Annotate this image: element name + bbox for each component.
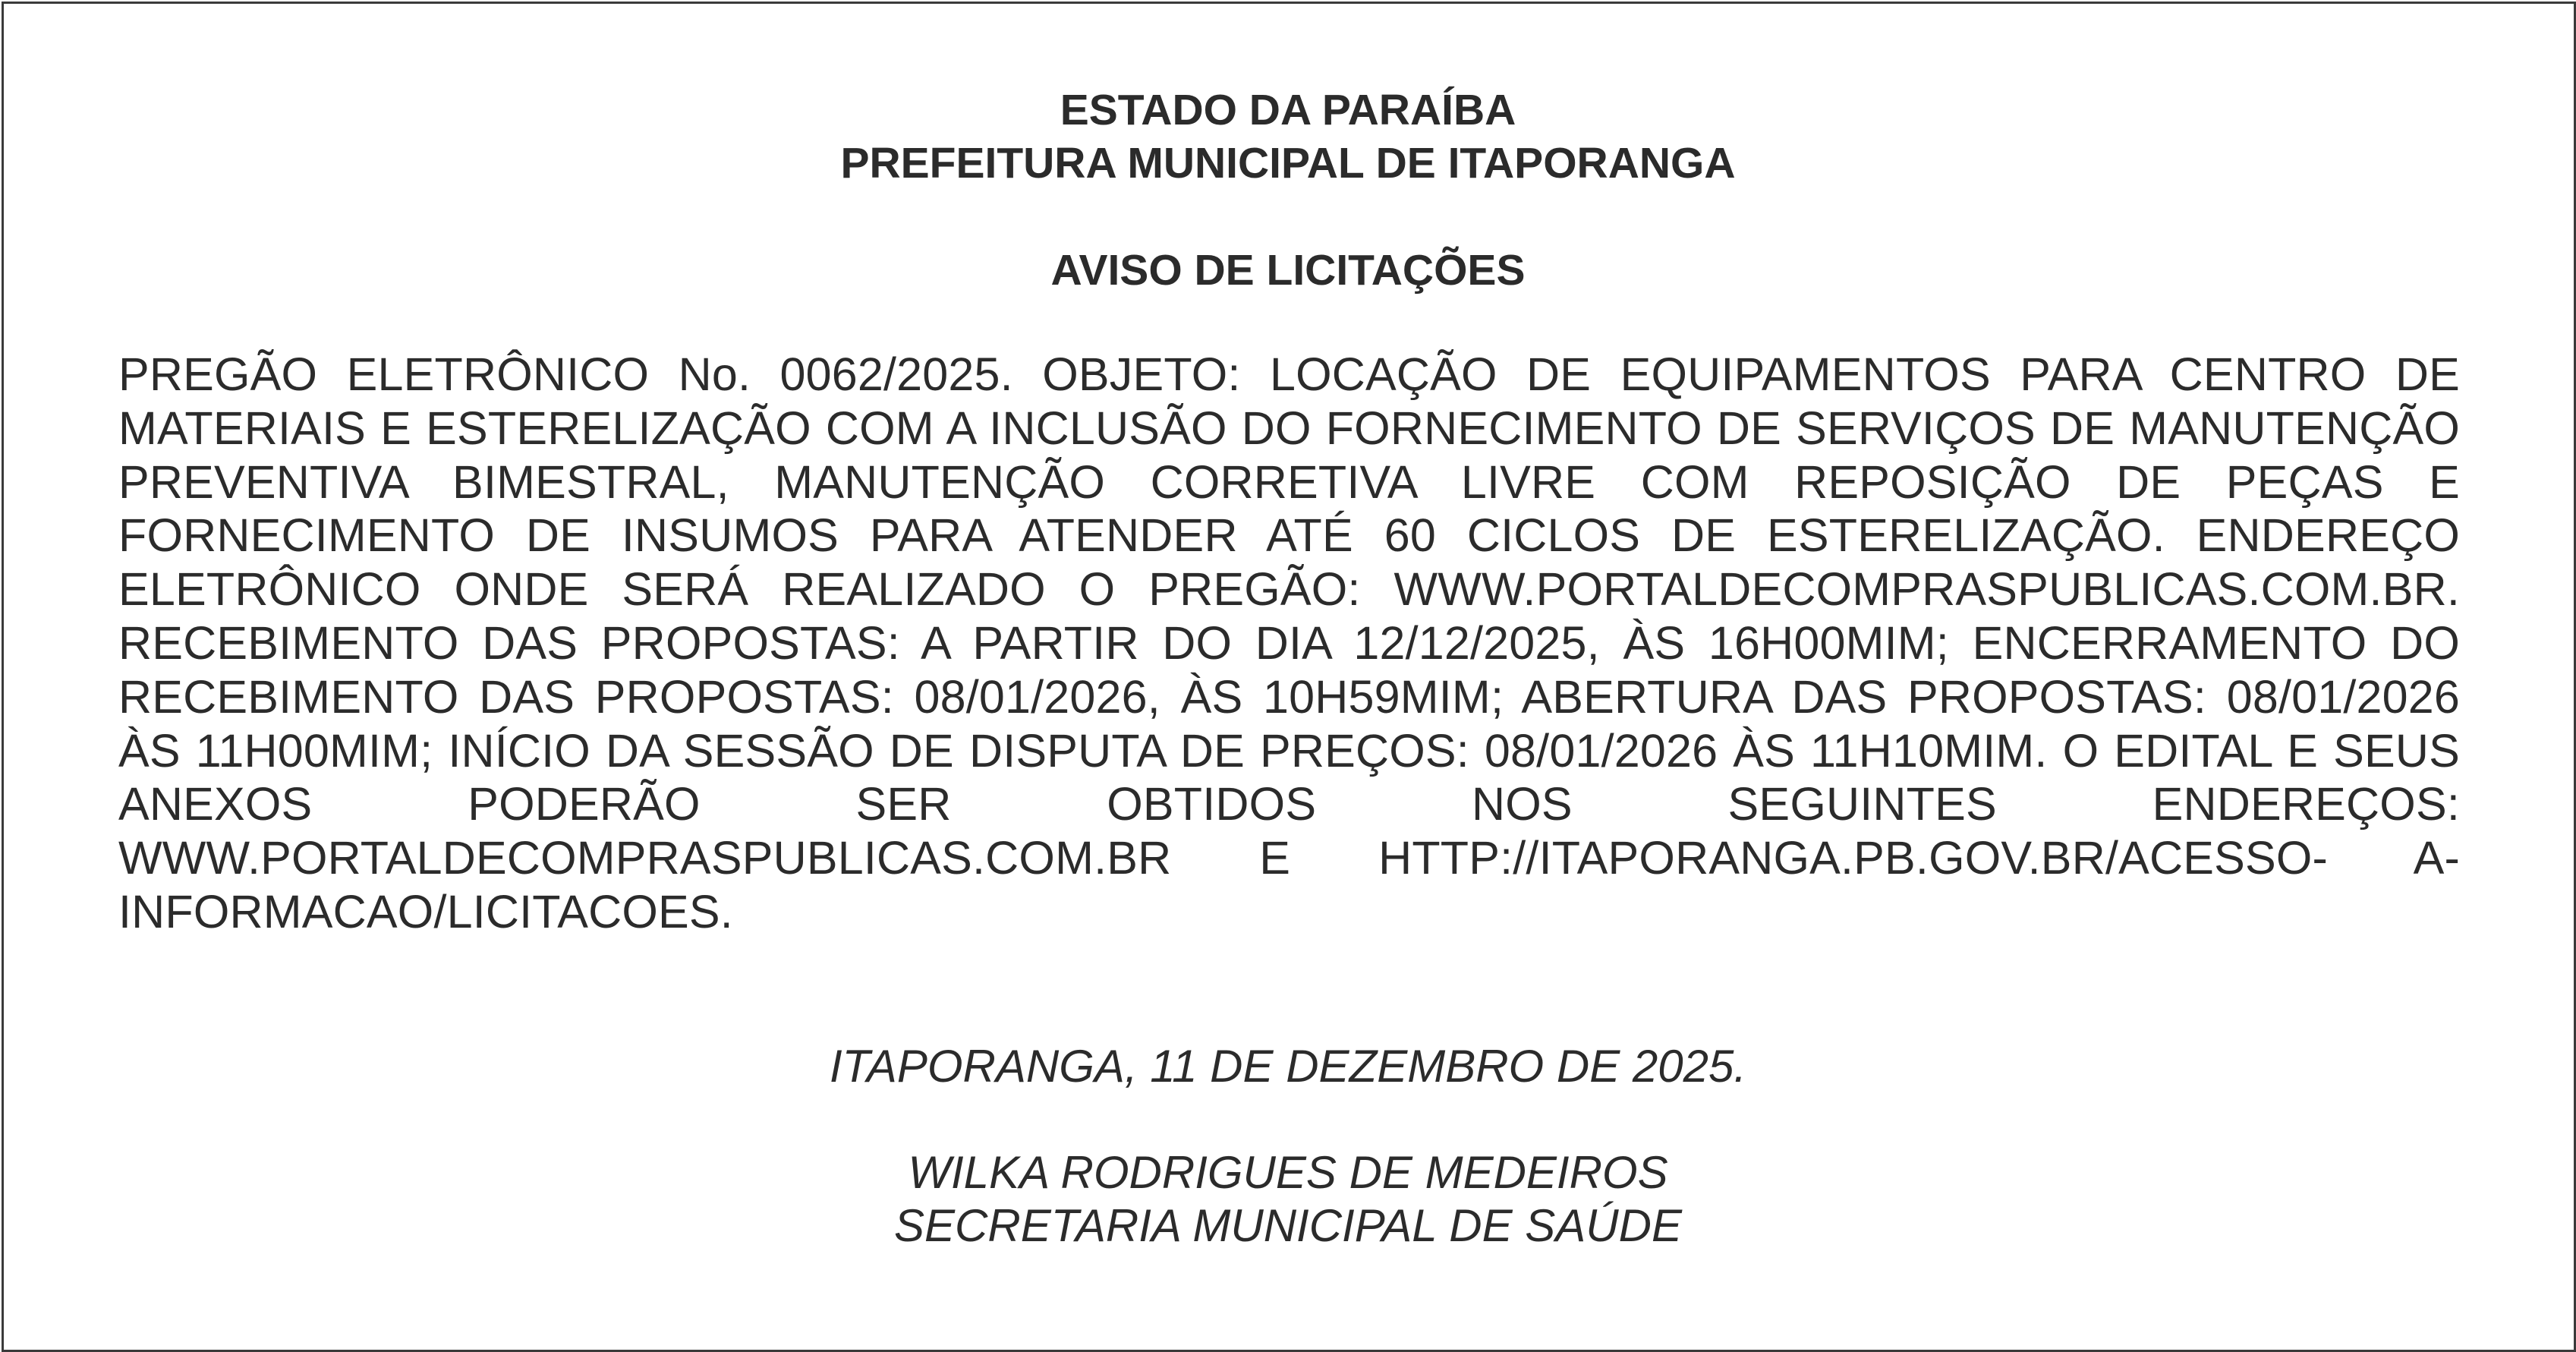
signatory-role: SECRETARIA MUNICIPAL DE SAÚDE <box>894 1200 1682 1251</box>
signatory-name: WILKA RODRIGUES DE MEDEIROS <box>908 1147 1668 1198</box>
state-heading: ESTADO DA PARAÍBA <box>1060 86 1516 134</box>
notice-title: AVISO DE LICITAÇÕES <box>1050 246 1526 295</box>
place-date: ITAPORANGA, 11 DE DEZEMBRO DE 2025. <box>829 1041 1747 1092</box>
prefeitura-heading: PREFEITURA MUNICIPAL DE ITAPORANGA <box>840 139 1736 188</box>
notice-body-paragraph: PREGÃO ELETRÔNICO No. 0062/2025. OBJETO: LOCAÇÃO DE EQUIPAMENTOS PARA CENTRO DE MATERIAIS E ESTERELIZAÇÃO COM A INCLUSÃO DO FORNECIMENTO DE SERVIÇOS DE MANUTENÇÃO PREVENTIVA BIMESTRAL, MANUTENÇÃO CORRETIVA LIVRE COM REPOSIÇÃO DE PEÇAS E FORNECIMENTO DE INSUMOS PARA ATENDER ATÉ 60 CICLOS DE ESTERELIZAÇÃO. ENDEREÇO ELETRÔNICO ONDE SERÁ REALIZADO O PREGÃO: WWW.PORTALDECOMPRASPUBLICAS.COM.BR. RECEBIMENTO DAS PROPOSTAS: A PARTIR DO DIA 12/12/2025, ÀS 16H00MIM; ENCERRAMENTO DO RECEBIMENTO DAS PROPOSTAS: 08/01/2026, ÀS 10H59MIM; ABERTURA DAS PROPOSTAS: 08/01/2026 ÀS 11H00MIM; INÍCIO DA SESSÃO DE DISPUTA DE PREÇOS: 08/01/2026 ÀS 11H10MIM. O EDITAL E SEUS ANEXOS PODERÃO SER OBTIDOS NOS SEGUINTES ENDEREÇOS: WWW.PORTALDECOMPRASPUBLICAS.COM.BR E HTTP://ITAPORANGA.PB.GOV.BR/ACESSO- A-INFORMACAO/LICITACOES. <box>118 348 2460 938</box>
notice-body <box>118 348 2460 939</box>
